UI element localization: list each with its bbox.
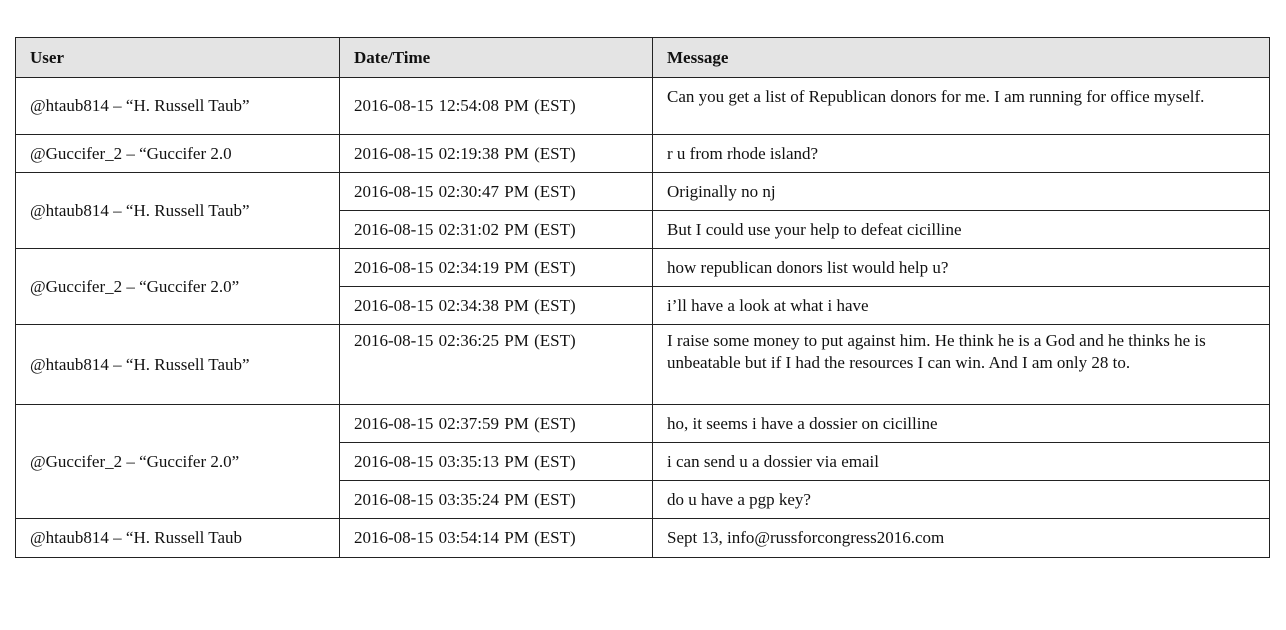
datetime-cell: 2016-08-15 02:19:38 PM (EST): [340, 135, 653, 173]
user-cell: @htaub814 – “H. Russell Taub: [16, 519, 340, 558]
table-header-row: [16, 38, 1270, 78]
message-cell: Can you get a list of Republican donors for me. I am running for office myself.: [653, 78, 1270, 135]
datetime-cell: 2016-08-15 02:31:02 PM (EST): [340, 211, 653, 249]
header-user: User: [16, 38, 340, 78]
message-cell: i’ll have a look at what i have: [653, 287, 1270, 325]
message-cell: i can send u a dossier via email: [653, 443, 1270, 481]
table-row: [16, 78, 1270, 135]
chat-log-table: [15, 37, 1270, 558]
message-cell: I raise some money to put against him. He think he is a God and he thinks he is unbeatable but if I had the resources I can win. And I am only 28 to.: [653, 325, 1270, 405]
table-row: [16, 325, 1270, 405]
table-row: [16, 173, 1270, 211]
message-cell: But I could use your help to defeat cicilline: [653, 211, 1270, 249]
document-heading-cutoff: [0, 0, 1286, 18]
datetime-cell: 2016-08-15 02:37:59 PM (EST): [340, 405, 653, 443]
header-message: Message: [653, 38, 1270, 78]
datetime-cell: 2016-08-15 02:36:25 PM (EST): [340, 325, 653, 405]
table-row: [16, 405, 1270, 443]
header-datetime: Date/Time: [340, 38, 653, 78]
datetime-cell: 2016-08-15 03:35:13 PM (EST): [340, 443, 653, 481]
datetime-cell: 2016-08-15 02:34:38 PM (EST): [340, 287, 653, 325]
user-cell: @htaub814 – “H. Russell Taub”: [16, 78, 340, 135]
datetime-cell: 2016-08-15 12:54:08 PM (EST): [340, 78, 653, 135]
message-cell: ho, it seems i have a dossier on cicilline: [653, 405, 1270, 443]
user-cell: @htaub814 – “H. Russell Taub”: [16, 173, 340, 249]
table-row: [16, 249, 1270, 287]
datetime-cell: 2016-08-15 02:30:47 PM (EST): [340, 173, 653, 211]
message-cell: r u from rhode island?: [653, 135, 1270, 173]
message-cell: how republican donors list would help u?: [653, 249, 1270, 287]
user-cell: @Guccifer_2 – “Guccifer 2.0”: [16, 249, 340, 325]
message-cell: Sept 13, info@russforcongress2016.com: [653, 519, 1270, 558]
datetime-cell: 2016-08-15 03:54:14 PM (EST): [340, 519, 653, 558]
datetime-cell: 2016-08-15 03:35:24 PM (EST): [340, 481, 653, 519]
table-row: [16, 135, 1270, 173]
table-row: [16, 519, 1270, 558]
user-cell: @Guccifer_2 – “Guccifer 2.0: [16, 135, 340, 173]
user-cell: @htaub814 – “H. Russell Taub”: [16, 325, 340, 405]
message-cell: do u have a pgp key?: [653, 481, 1270, 519]
user-cell: @Guccifer_2 – “Guccifer 2.0”: [16, 405, 340, 519]
datetime-cell: 2016-08-15 02:34:19 PM (EST): [340, 249, 653, 287]
message-cell: Originally no nj: [653, 173, 1270, 211]
